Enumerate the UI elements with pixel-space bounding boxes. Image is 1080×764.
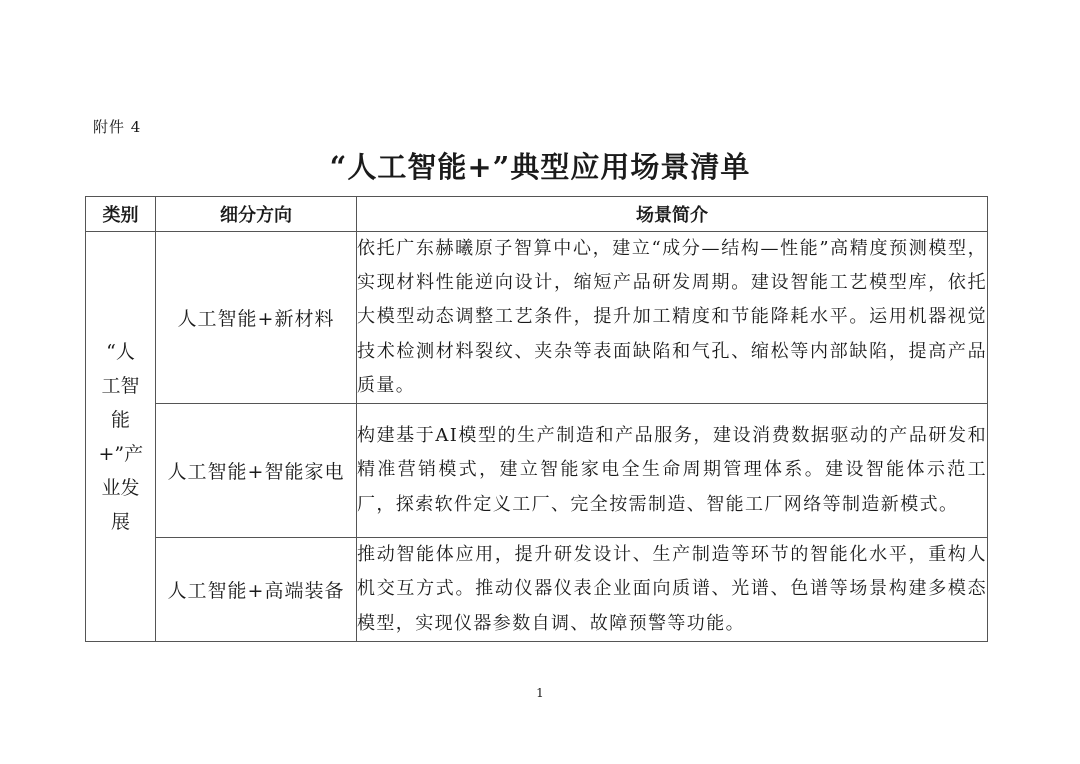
direction-cell: 人工智能+智能家电 <box>156 404 357 538</box>
page-number: 1 <box>536 686 544 700</box>
header-description: 场景简介 <box>357 197 988 232</box>
table-header-row <box>86 197 988 232</box>
document-title: “人工智能+”典型应用场景清单 <box>329 150 751 184</box>
direction-cell: 人工智能+新材料 <box>156 232 357 404</box>
description-cell: 依托广东赫曦原子智算中心，建立“成分—结构—性能”高精度预测模型，实现材料性能逆向设计，缩短产品研发周期。建设智能工艺模型库，依托大模型动态调整工艺条件，提升加工精度和节能降耗水平。运用机器视觉技术检测材料裂纹、夹杂等表面缺陷和气孔、缩松等内部缺陷，提高产品质量。 <box>357 232 988 404</box>
header-category: 类别 <box>86 197 156 232</box>
direction-cell: 人工智能+高端装备 <box>156 538 357 642</box>
attachment-label: 附件 4 <box>93 118 142 136</box>
table-row <box>86 538 988 642</box>
description-cell: 构建基于AI模型的生产制造和产品服务，建设消费数据驱动的产品研发和精准营销模式，建立智能家电全生命周期管理体系。建设智能体示范工厂，探索软件定义工厂、完全按需制造、智能工厂网络等制造新模式。 <box>357 404 988 538</box>
category-cell <box>86 232 156 642</box>
description-cell: 推动智能体应用，提升研发设计、生产制造等环节的智能化水平，重构人机交互方式。推动仪器仪表企业面向质谱、光谱、色谱等场景构建多模态模型，实现仪器参数自调、故障预警等功能。 <box>357 538 988 642</box>
category-label: “人工智能+”产业发展 <box>98 340 144 533</box>
header-direction: 细分方向 <box>156 197 357 232</box>
scenario-table <box>85 196 988 642</box>
table-row <box>86 232 988 404</box>
table-row <box>86 404 988 538</box>
